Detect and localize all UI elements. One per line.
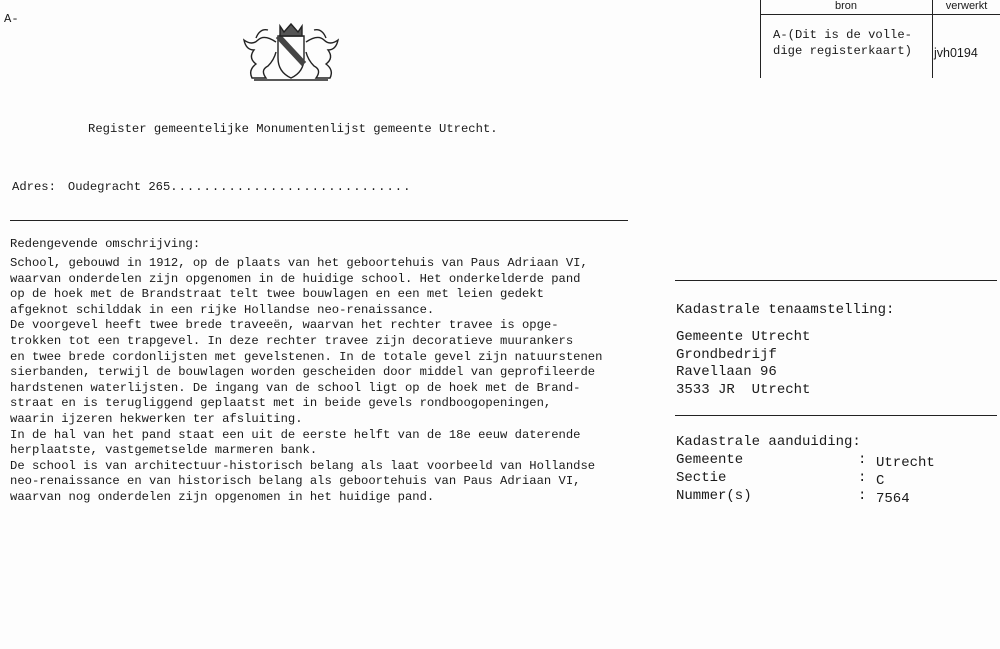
description-line: sierbanden, terwijl de bouwlagen worden gescheiden door middel van geprofileerde	[10, 365, 596, 380]
owner-line: Grondbedrijf	[676, 346, 777, 363]
description-line: en twee brede cordonlijsten met gevelstenen. In de totale gevel zijn natuurstenen	[10, 349, 603, 364]
owner-line: Gemeente Utrecht	[676, 329, 811, 345]
description-line: waarvan onderdelen zijn opgenomen in de huidige school. Het onderkelderde pand	[10, 271, 581, 286]
description-line: neo-renaissance en van historisch belang als geboortehuis van Paus Adriaan VI,	[10, 474, 581, 489]
owner-line: Ravellaan 96	[676, 364, 777, 380]
cadastral-value: 7564	[876, 491, 910, 507]
address-row	[12, 180, 411, 196]
address-value: Oudegracht 265	[67, 180, 171, 194]
separator: :	[858, 470, 867, 486]
separator: :	[858, 488, 867, 504]
divider	[675, 280, 997, 281]
cadastral-row	[676, 488, 996, 506]
owner-address	[676, 329, 810, 399]
cadastral-value: C	[876, 473, 885, 489]
divider	[675, 415, 997, 416]
description-line: In de hal van het pand staat een uit de eerste helft van de 18e eeuw daterende	[10, 427, 581, 442]
cadastral-value: Utrecht	[876, 455, 935, 471]
utrecht-coat-of-arms-icon	[236, 22, 346, 88]
divider	[10, 220, 628, 221]
separator: :	[858, 452, 867, 468]
cadastral-label: Gemeente	[676, 452, 744, 468]
description-line: hardstenen waterlijsten. De ingang van de school ligt op de hoek met de Brand-	[10, 380, 581, 395]
owner-heading: Kadastrale tenaamstelling:	[676, 302, 895, 318]
description-line: School, gebouwd in 1912, op de plaats van het geboortehuis van Paus Adriaan VI,	[10, 256, 588, 270]
description-heading: Redengevende omschrijving:	[10, 237, 201, 251]
corner-code: A-	[4, 12, 19, 26]
description-line: waarin ijzeren hekwerken ter afsluiting.	[10, 411, 303, 426]
page-title: Register gemeentelijke Monumentenlijst gemeente Utrecht.	[88, 122, 498, 136]
description-line: afgeknot schilddak in een rijke Hollandse neo-renaissance.	[10, 302, 435, 317]
table-header-verwerkt: verwerkt	[945, 0, 988, 12]
owner-line: 3533 JR Utrecht	[676, 381, 811, 398]
address-label: Adres:	[12, 180, 56, 194]
address-dotted-line: .............................	[170, 180, 412, 194]
cadastral-label: Nummer(s)	[676, 488, 752, 504]
description-line: trokken tot een trapgevel. In deze rechter travee zijn decoratieve muurankers	[10, 333, 574, 348]
description-line: op de hoek met de Brandstraat telt twee bouwlagen en een met leien gedekt	[10, 287, 544, 302]
description-line: herplaatste, vastgemetselde marmeren bank.	[10, 443, 318, 458]
cadastral-label: Sectie	[676, 470, 727, 486]
bron-line-1: A-(Dit is de volle-	[773, 28, 912, 42]
description-line: waarvan nog onderdelen zijn opgenomen in het huidige pand.	[10, 489, 435, 504]
bron-line-2: dige registerkaart)	[773, 44, 912, 58]
verwerkt-value: jvh0194	[934, 46, 978, 60]
table-header-bron: bron	[834, 0, 858, 12]
cadastral-row	[676, 470, 996, 488]
cadastral-row	[676, 452, 996, 470]
description-line: De school is van architectuur-historisch belang als laat voorbeeld van Hollandse	[10, 458, 596, 473]
table-header-rule	[760, 14, 1000, 15]
cadastral-table	[676, 452, 996, 506]
cadastral-heading: Kadastrale aanduiding:	[676, 434, 861, 450]
description-line: straat en is terugliggend geplaatst met in beide gevels rondboogopeningen,	[10, 396, 552, 411]
description-text	[10, 256, 602, 506]
description-line: De voorgevel heeft twee brede traveeën, waarvan het rechter travee is opge-	[10, 318, 559, 333]
